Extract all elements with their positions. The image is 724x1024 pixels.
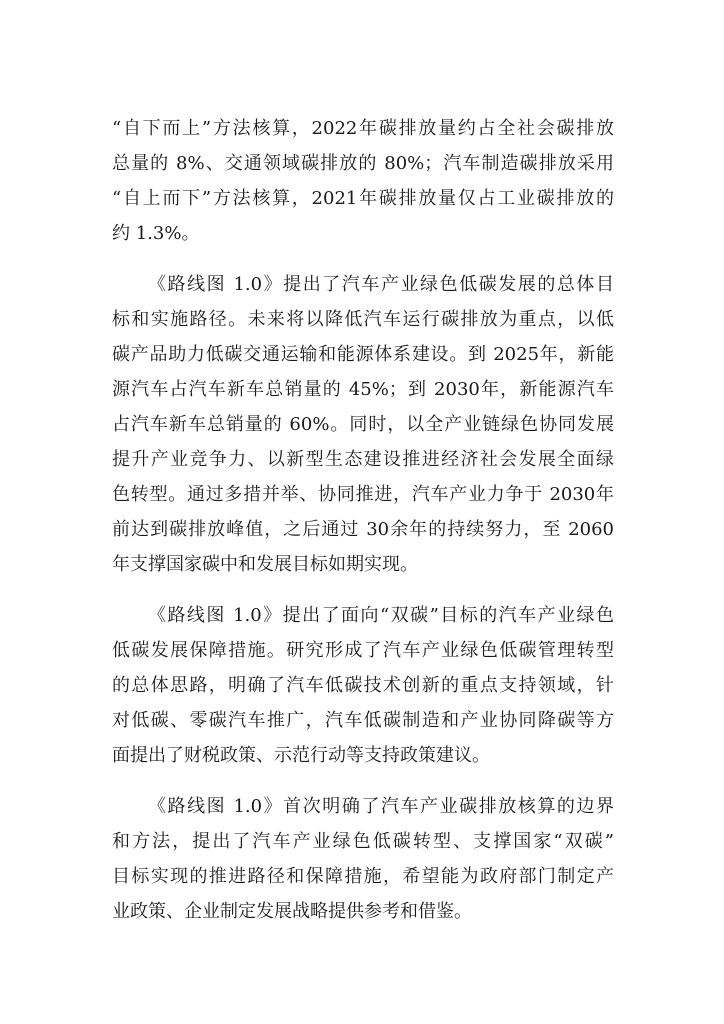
text-line: 年支撑国家碳中和发展目标如期实现。 (112, 554, 418, 575)
text-line: 《路线图 1.0》提出了面向“双碳”目标的汽车产业绿色 (148, 605, 614, 626)
text-line: 标和实施路径。未来将以降低汽车运行碳排放为重点，以低 (112, 309, 614, 330)
text-line: 前达到碳排放峰值，之后通过 30余年的持续努力，至 2060 (112, 519, 614, 540)
text-line: 约 1.3%。 (112, 223, 200, 244)
text-line: “自下而上”方法核算，2022年碳排放量约占全社会碳排放 (112, 118, 614, 139)
text-line: 色转型。通过多措并举、协同推进，汽车产业力争于 2030年 (112, 484, 614, 505)
text-line: 占汽车新车总销量的 60%。同时，以全产业链绿色协同发展 (112, 414, 614, 435)
text-line: 低碳发展保障措施。研究形成了汽车产业绿色低碳管理转型 (112, 640, 614, 661)
text-line: 的总体思路，明确了汽车低碳技术创新的重点支持领域，针 (112, 675, 614, 696)
text-line: 源汽车占汽车新车总销量的 45%；到 2030年，新能源汽车 (112, 379, 614, 400)
text-line: 业政策、企业制定发展战略提供参考和借鉴。 (112, 901, 472, 922)
text-line: 目标实现的推进路径和保障措施，希望能为政府部门制定产 (112, 866, 614, 887)
text-line: 和方法，提出了汽车产业绿色低碳转型、支撑国家“双碳” (112, 831, 614, 852)
text-line: 总量的 8%、交通领域碳排放的 80%；汽车制造碳排放采用 (112, 153, 614, 174)
text-line: 《路线图 1.0》首次明确了汽车产业碳排放核算的边界 (148, 796, 614, 817)
text-line: 碳产品助力低碳交通运输和能源体系建设。到 2025年，新能 (112, 344, 614, 365)
text-line: 提升产业竞争力、以新型生态建设推进经济社会发展全面绿 (112, 449, 614, 470)
text-line: 《路线图 1.0》提出了汽车产业绿色低碳发展的总体目 (148, 274, 614, 295)
text-line: 对低碳、零碳汽车推广，汽车低碳制造和产业协同降碳等方 (112, 710, 614, 731)
text-line: “自上而下”方法核算，2021年碳排放量仅占工业碳排放的 (112, 188, 614, 209)
text-line: 面提出了财税政策、示范行动等支持政策建议。 (112, 745, 490, 766)
